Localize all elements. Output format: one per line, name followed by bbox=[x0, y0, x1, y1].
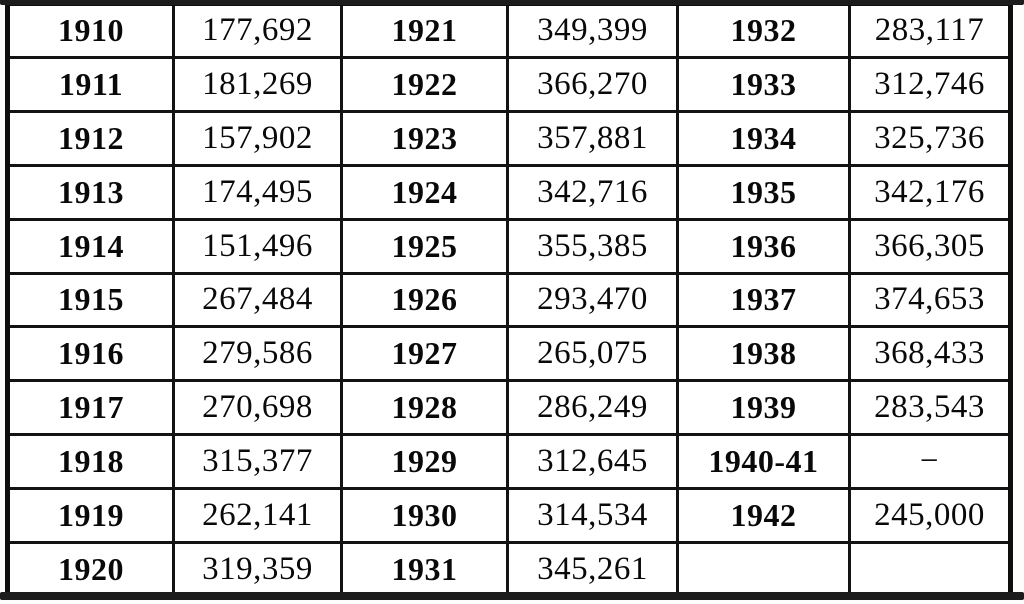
year-cell: 1929 bbox=[341, 435, 507, 489]
value-cell: 151,496 bbox=[173, 219, 341, 273]
value-cell: 283,117 bbox=[849, 4, 1010, 58]
table-row bbox=[8, 111, 1011, 165]
value-cell: 245,000 bbox=[849, 489, 1010, 543]
table-row bbox=[8, 381, 1011, 435]
value-cell: 315,377 bbox=[173, 435, 341, 489]
year-cell: 1933 bbox=[677, 57, 849, 111]
value-cell: 286,249 bbox=[507, 381, 677, 435]
year-cell: 1935 bbox=[677, 165, 849, 219]
value-cell: 374,653 bbox=[849, 273, 1010, 327]
value-cell: 293,470 bbox=[507, 273, 677, 327]
table-row bbox=[8, 165, 1011, 219]
value-cell: 157,902 bbox=[173, 111, 341, 165]
value-cell: 319,359 bbox=[173, 543, 341, 597]
year-cell: 1923 bbox=[341, 111, 507, 165]
year-cell: 1921 bbox=[341, 4, 507, 58]
value-cell: 325,736 bbox=[849, 111, 1010, 165]
value-cell: 283,543 bbox=[849, 381, 1010, 435]
value-cell: 314,534 bbox=[507, 489, 677, 543]
year-cell: 1916 bbox=[8, 327, 174, 381]
scan-edge-top bbox=[0, 0, 1024, 5]
value-cell: − bbox=[849, 435, 1010, 489]
value-cell: 279,586 bbox=[173, 327, 341, 381]
year-cell: 1926 bbox=[341, 273, 507, 327]
year-cell: 1939 bbox=[677, 381, 849, 435]
year-value-table bbox=[5, 1, 1013, 599]
value-cell: 270,698 bbox=[173, 381, 341, 435]
year-cell: 1942 bbox=[677, 489, 849, 543]
value-cell: 366,270 bbox=[507, 57, 677, 111]
year-cell: 1924 bbox=[341, 165, 507, 219]
year-cell: 1925 bbox=[341, 219, 507, 273]
value-cell: 345,261 bbox=[507, 543, 677, 597]
table-row bbox=[8, 57, 1011, 111]
table-row bbox=[8, 4, 1011, 58]
value-cell: 366,305 bbox=[849, 219, 1010, 273]
table-row bbox=[8, 435, 1011, 489]
table-row bbox=[8, 327, 1011, 381]
table-row bbox=[8, 273, 1011, 327]
year-cell: 1910 bbox=[8, 4, 174, 58]
year-cell: 1911 bbox=[8, 57, 174, 111]
year-cell: 1928 bbox=[341, 381, 507, 435]
year-cell: 1919 bbox=[8, 489, 174, 543]
year-cell: 1914 bbox=[8, 219, 174, 273]
year-cell: 1938 bbox=[677, 327, 849, 381]
value-cell: 312,645 bbox=[507, 435, 677, 489]
value-cell: 265,075 bbox=[507, 327, 677, 381]
year-cell: 1937 bbox=[677, 273, 849, 327]
value-cell: 312,746 bbox=[849, 57, 1010, 111]
year-cell: 1934 bbox=[677, 111, 849, 165]
year-cell: 1917 bbox=[8, 381, 174, 435]
value-cell: 342,716 bbox=[507, 165, 677, 219]
table-row bbox=[8, 489, 1011, 543]
table-row bbox=[8, 219, 1011, 273]
value-cell: 349,399 bbox=[507, 4, 677, 58]
value-cell bbox=[849, 543, 1010, 597]
scan-edge-bottom bbox=[0, 592, 1024, 600]
year-cell: 1915 bbox=[8, 273, 174, 327]
value-cell: 181,269 bbox=[173, 57, 341, 111]
year-cell: 1932 bbox=[677, 4, 849, 58]
year-cell: 1922 bbox=[341, 57, 507, 111]
year-cell: 1940-41 bbox=[677, 435, 849, 489]
value-cell: 174,495 bbox=[173, 165, 341, 219]
value-cell: 177,692 bbox=[173, 4, 341, 58]
year-cell: 1920 bbox=[8, 543, 174, 597]
table-row bbox=[8, 543, 1011, 597]
year-cell bbox=[677, 543, 849, 597]
year-cell: 1918 bbox=[8, 435, 174, 489]
value-cell: 262,141 bbox=[173, 489, 341, 543]
value-cell: 267,484 bbox=[173, 273, 341, 327]
year-cell: 1931 bbox=[341, 543, 507, 597]
year-cell: 1936 bbox=[677, 219, 849, 273]
value-cell: 368,433 bbox=[849, 327, 1010, 381]
value-cell: 355,385 bbox=[507, 219, 677, 273]
year-cell: 1912 bbox=[8, 111, 174, 165]
value-cell: 357,881 bbox=[507, 111, 677, 165]
year-cell: 1930 bbox=[341, 489, 507, 543]
year-cell: 1927 bbox=[341, 327, 507, 381]
value-cell: 342,176 bbox=[849, 165, 1010, 219]
year-cell: 1913 bbox=[8, 165, 174, 219]
